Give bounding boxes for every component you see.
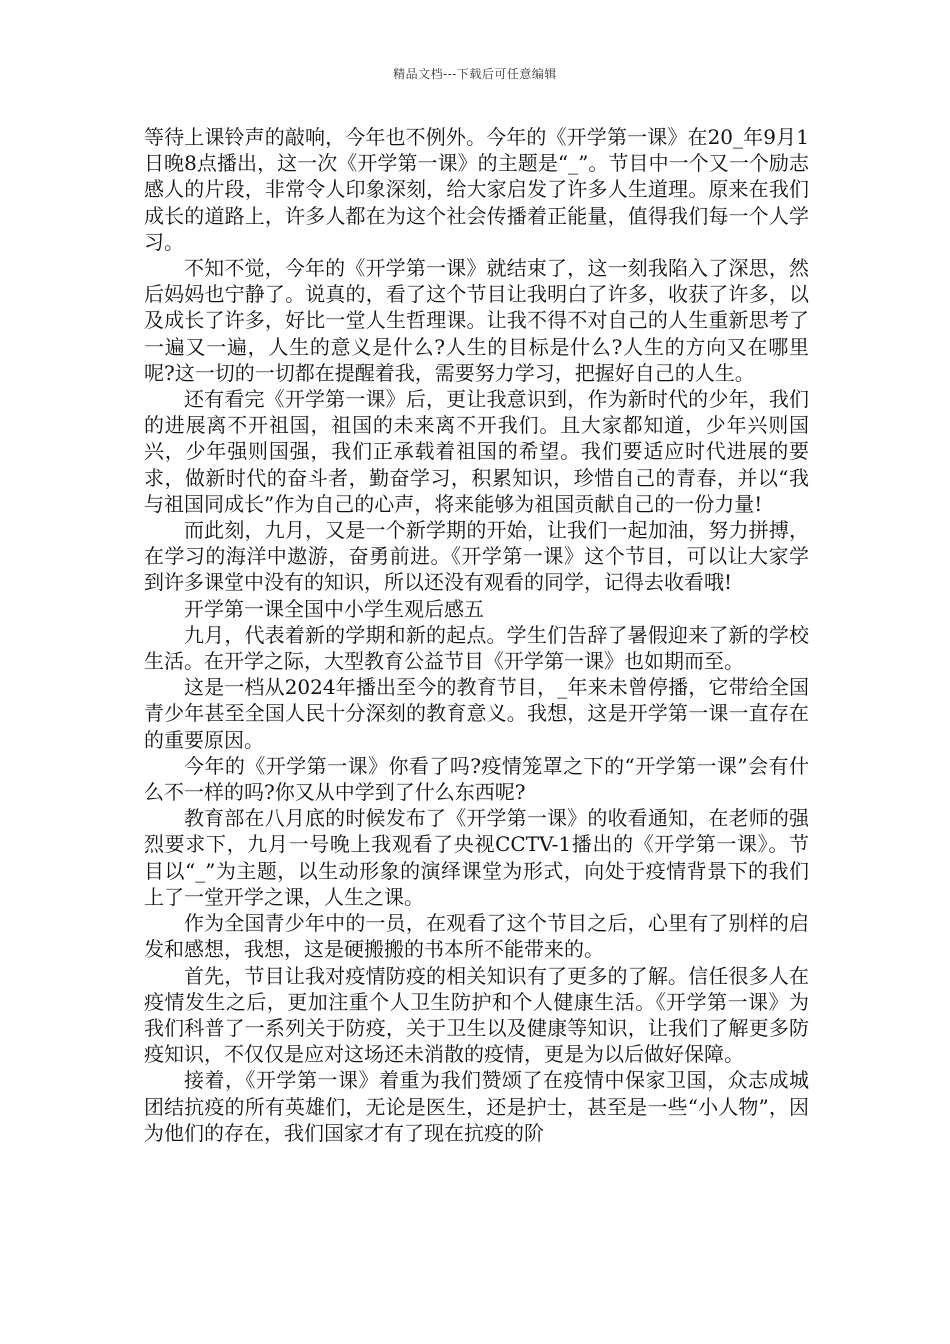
paragraph-7: 今年的《开学第一课》你看了吗?疫情笼罩之下的“开学第一课”会有什么不一样的吗?你又从中学到了什么东西呢? bbox=[144, 753, 809, 805]
section-heading: 开学第一课全国中小学生观后感五 bbox=[184, 596, 484, 621]
paragraph-11: 接着，《开学第一课》着重为我们赞颂了在疫情中保家卫国，众志成城团结抗疫的所有英雄们，无论是医生，还是护士，甚至是一些“小人物”，因为他们的存在，我们国家才有了现在抗疫的阶 bbox=[144, 1068, 809, 1145]
paragraph-2: 不知不觉，今年的《开学第一课》就结束了，这一刻我陷入了深思，然后妈妈也宁静了。说真的，看了这个节目让我明白了许多，收获了许多，以及成长了许多，好比一堂人生哲理课。让我不得不对自己的人生重新思考了一遍又一遍，人生的意义是什么?人生的目标是什么?人生的方向又在哪里呢?这一切的一切都在提醒着我，需要努力学习，把握好自己的人生。 bbox=[144, 256, 809, 385]
paragraph-3: 还有看完《开学第一课》后，更让我意识到，作为新时代的少年，我们的进展离不开祖国，祖国的未来离不开我们。且大家都知道，少年兴则国兴，少年强则国强，我们正承载着祖国的希望。我们要适应时代进展的要求，做新时代的奋斗者，勤奋学习，积累知识，珍惜自己的青春，并以“我与祖国同成长”作为自己的心声，将来能够为祖国贡献自己的一份力量! bbox=[144, 387, 809, 516]
page-header: 精品文档---下载后可任意编辑 bbox=[393, 67, 557, 81]
paragraph-1: 等待上课铃声的敲响，今年也不例外。今年的《开学第一课》在20_年9月1日晚8点播出，这一次《开学第一课》的主题是“_”。节目中一个又一个励志感人的片段，非常令人印象深刻，给大家启发了许多人生道理。原来在我们成长的道路上，许多人都在为这个社会传播着正能量，值得我们每一个人学习。 bbox=[144, 125, 809, 254]
paragraph-6: 这是一档从2024年播出至今的教育节目，_年来未曾停播，它带给全国青少年甚至全国人民十分深刻的教育意义。我想，这是开学第一课一直存在的重要原因。 bbox=[144, 675, 809, 752]
paragraph-4: 而此刻，九月，又是一个新学期的开始，让我们一起加油，努力拼搏，在学习的海洋中遨游，奋勇前进。《开学第一课》这个节目，可以让大家学到许多课堂中没有的知识，所以还没有观看的同学，记得去收看哦! bbox=[144, 518, 809, 595]
paragraph-8: 教育部在八月底的时候发布了《开学第一课》的收看通知，在老师的强烈要求下，九月一号晚上我观看了央视CCTV-1播出的《开学第一课》。节目以“_”为主题，以生动形象的演绎课堂为形式，向处于疫情背景下的我们上了一堂开学之课，人生之课。 bbox=[144, 806, 809, 909]
document-body bbox=[144, 124, 809, 1146]
paragraph-9: 作为全国青少年中的一员，在观看了这个节目之后，心里有了别样的启发和感想，我想，这是硬搬搬的书本所不能带来的。 bbox=[144, 911, 809, 962]
paragraph-10: 首先，节目让我对疫情防疫的相关知识有了更多的了解。信任很多人在疫情发生之后，更加注重个人卫生防护和个人健康生活。《开学第一课》为我们科普了一系列关于防疫，关于卫生以及健康等知识，让我们了解更多防疫知识，不仅仅是应对这场还未消散的疫情，更是为以后做好保障。 bbox=[144, 963, 809, 1067]
paragraph-5: 九月，代表着新的学期和新的起点。学生们告辞了暑假迎来了新的学校生活。在开学之际，大型教育公益节目《开学第一课》也如期而至。 bbox=[144, 622, 809, 674]
